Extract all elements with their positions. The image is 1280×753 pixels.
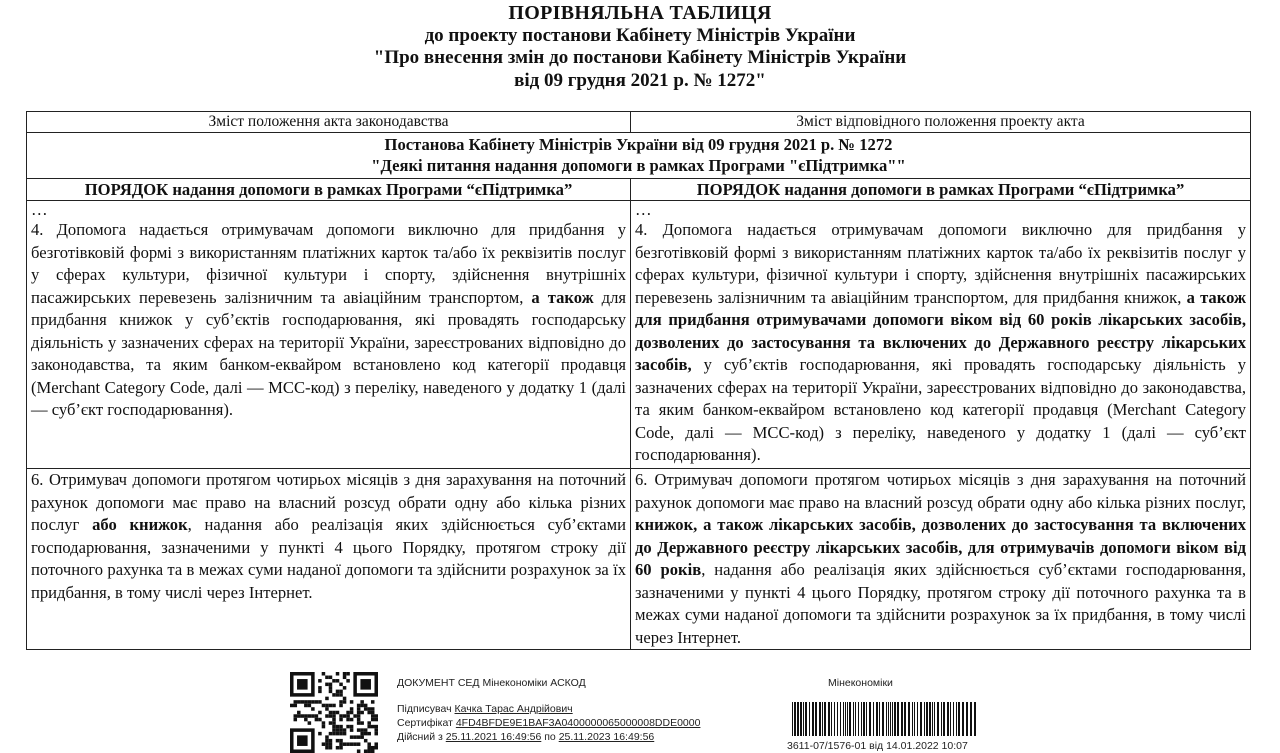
- resolution-title: [27, 133, 1251, 179]
- document-title: ПОРІВНЯЛЬНА ТАБЛИЦЯ: [508, 2, 772, 24]
- registration-number: 3611-07/1576-01 від 14.01.2022 10:07: [787, 740, 968, 752]
- clause-6-current-emphasis: або книжок: [92, 515, 188, 534]
- header-line-4: від 09 грудня 2021 р. № 1272": [514, 69, 766, 91]
- row1-current-cell: [27, 201, 631, 469]
- row2-current-cell: [27, 469, 631, 650]
- valid-from: 25.11.2021 16:49:56: [445, 731, 542, 743]
- clause-6-draft-emphasis: книжок, а також лікарських засобів, дозволених до застосування та включених до Державного реєстру лікарських засобів, для отримувачів допомоги віком від 60 років: [635, 515, 1246, 579]
- ministry-label: Мінекономіки: [828, 677, 893, 689]
- signer-name: Качка Тарас Андрійович: [454, 703, 573, 715]
- clause-4-draft: [635, 219, 1246, 467]
- validity-line: [397, 731, 654, 743]
- row1-draft-cell: [631, 201, 1251, 469]
- clause-6-draft-part-1: 6. Отримувач допомоги протягом чотирьох місяців з дня зарахування на поточний рахунок допомоги має право на власний розсуд обрати одну або кілька різних послуг,: [635, 470, 1246, 512]
- document-system-label: ДОКУМЕНТ СЕД Мінекономіки АСКОД: [397, 677, 586, 689]
- clause-6-current-part-2: , надання або реалізація яких здійснюється суб’єктами господарювання, зазначеними у пункті 4 цього Порядку, протягом строку дії поточного рахунка та в межах суми наданої допомоги та здійснити розрахунок за їх придбання, в тому числі через Інтернет.: [31, 515, 626, 602]
- header-line-3: "Про внесення змін до постанови Кабінету Міністрів України: [373, 47, 907, 68]
- clause-4-draft-part-1: 4. Допомога надається отримувачам допомоги виключно для придбання у безготівковій формі з використанням платіжних карток та/або їх реквізитів послуг у сферах культури, фізичної культури і спорту, здійснення внутрішніх пасажирських перевезень залізничним та авіаційним транспортом, для придбання книжок,: [635, 220, 1246, 307]
- header-line-2: до проекту постанови Кабінету Міністрів України: [424, 24, 856, 46]
- document-header: [0, 2, 1280, 92]
- ellipsis-right: …: [635, 200, 652, 219]
- ellipsis-left: …: [31, 200, 48, 219]
- signer-label: Підписувач: [397, 703, 452, 715]
- barcode-icon: [792, 702, 979, 736]
- column-header-current: Зміст положення акта законодавства: [27, 112, 631, 133]
- row2-draft-cell: [631, 469, 1251, 650]
- validity-label: Дійсний з: [397, 731, 443, 743]
- signature-footer: [0, 668, 1280, 753]
- valid-to-label: по: [544, 731, 556, 743]
- certificate-line: [397, 717, 700, 729]
- certificate-value: 4FD4BFDE9E1BAF3A0400000065000008DDE0000: [455, 717, 701, 729]
- clause-4-current-emphasis: а також: [531, 287, 594, 307]
- signer-line: [397, 703, 573, 715]
- clause-4-current: [31, 219, 626, 422]
- clause-4-draft-part-2: у суб’єктів господарювання, які провадять господарську діяльність у зазначених сферах на території України, зареєстрованих відповідно до законодавства, та яким банком-еквайром встановлено код категорії продавця (Merchant Category Code, далі — MCC-код) з переліку, наведеного у додатку 1 (далі — суб’єкт господарювання).: [635, 355, 1246, 464]
- valid-to: 25.11.2023 16:49:56: [558, 731, 655, 743]
- clause-4-current-part-2: для придбання книжок у суб’єктів господарювання, які провадять господарську діяльність у зазначених сферах на території України, зареєстрованих відповідно до законодавства, та яким банком-еквайром встановлено код категорії продавця (Merchant Category Code, далі — MCC-код) з переліку, наведеного у додатку 1 (далі — суб’єкт господарювання).: [31, 287, 626, 419]
- clause-6-draft-part-2: , надання або реалізація яких здійснюється суб’єктами господарювання, зазначеними у пункті 4 цього Порядку, протягом строку дії поточного рахунка та в межах суми наданої допомоги та здійснити розрахунок за їх придбання, в тому числі через Інтернет.: [635, 560, 1246, 647]
- resolution-title-line-2: "Деякі питання надання допомоги в рамках Програми "єПідтримка"": [371, 156, 906, 175]
- comparison-table: [26, 111, 1250, 650]
- resolution-title-line-1: Постанова Кабінету Міністрів України від 09 грудня 2021 р. № 1272: [384, 135, 893, 154]
- clause-4-current-part-1: 4. Допомога надається отримувачам допомоги виключно для придбання у безготівковій формі з використанням платіжних карток та/або їх реквізитів послуг у сферах культури, фізичної культури і спорту, здійснення внутрішніх пасажирських перевезень залізничним та авіаційним транспортом,: [31, 220, 626, 307]
- clause-4-draft-emphasis: а також для придбання отримувачами допомоги віком від 60 років лікарських засобів, дозволених до застосування та включених до Державного реєстру лікарських засобів,: [635, 287, 1246, 374]
- section-title-left: ПОРЯДОК надання допомоги в рамках Програми “єПідтримка”: [27, 179, 631, 201]
- column-header-draft: Зміст відповідного положення проекту акта: [631, 112, 1251, 133]
- certificate-label: Сертифікат: [397, 717, 453, 729]
- qr-code-icon: [290, 672, 378, 753]
- clause-6-current-part-1: 6. Отримувач допомоги протягом чотирьох місяців з дня зарахування на поточний рахунок допомоги має право на власний розсуд обрати одну або кілька різних послуг: [31, 470, 626, 534]
- section-title-right: ПОРЯДОК надання допомоги в рамках Програми “єПідтримка”: [631, 179, 1251, 201]
- clause-6-draft: [635, 469, 1246, 649]
- clause-6-current: [31, 469, 626, 604]
